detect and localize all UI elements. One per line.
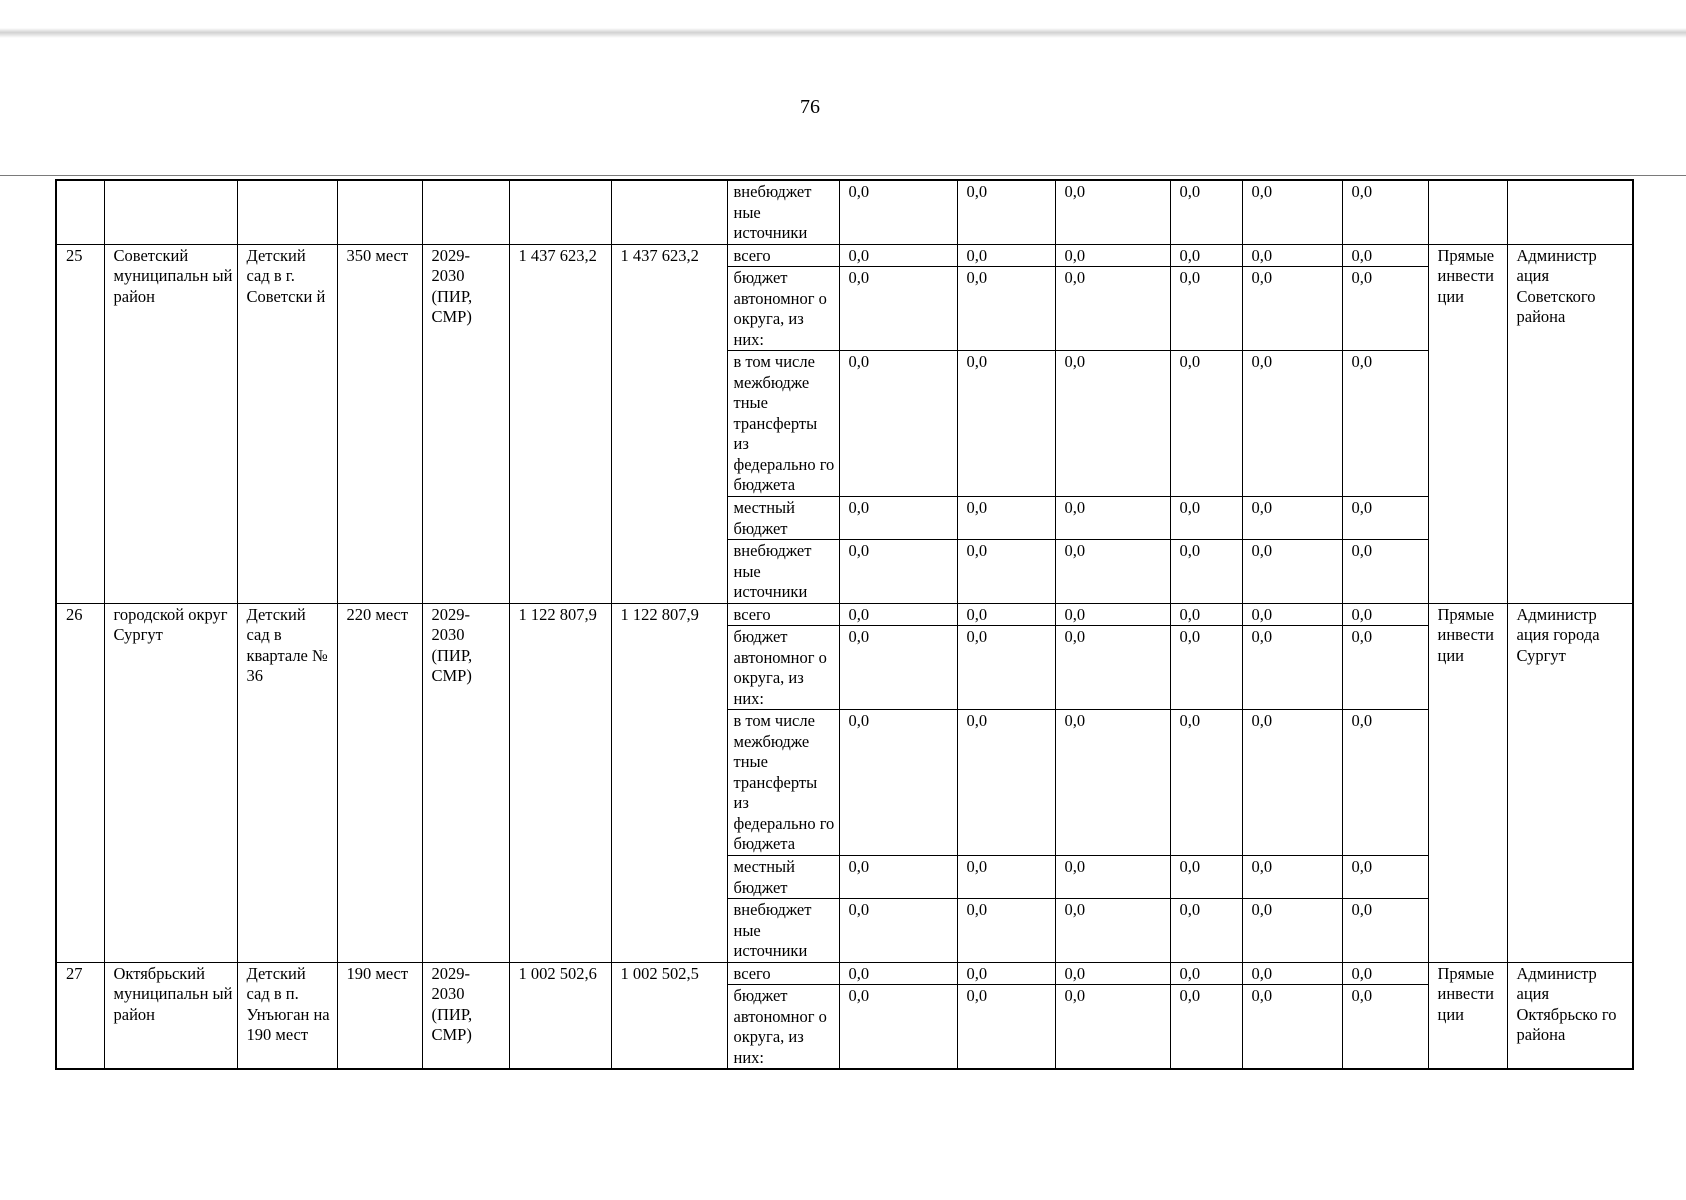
funding-source-cell: внебюджет ные источники bbox=[727, 899, 839, 963]
funding-value-cell: 0,0 bbox=[839, 540, 957, 604]
table-row bbox=[56, 962, 1633, 985]
funding-value-cell: 0,0 bbox=[1242, 180, 1342, 244]
funding-value-cell: 0,0 bbox=[1242, 710, 1342, 856]
cell-empty bbox=[337, 180, 422, 244]
funding-value-cell: 0,0 bbox=[957, 856, 1055, 899]
funding-value-cell: 0,0 bbox=[1242, 626, 1342, 710]
funding-value-cell: 0,0 bbox=[1055, 180, 1170, 244]
funding-source-cell: местный бюджет bbox=[727, 497, 839, 540]
funding-value-cell: 0,0 bbox=[839, 856, 957, 899]
funding-value-cell: 0,0 bbox=[1055, 497, 1170, 540]
funding-value-cell: 0,0 bbox=[1342, 497, 1428, 540]
funding-value-cell: 0,0 bbox=[1170, 180, 1242, 244]
funding-value-cell: 0,0 bbox=[1242, 497, 1342, 540]
funding-value-cell: 0,0 bbox=[1170, 603, 1242, 626]
page-fold-line bbox=[0, 175, 1686, 176]
funding-value-cell: 0,0 bbox=[1342, 856, 1428, 899]
estimated-cost-cell: 1 437 623,2 bbox=[509, 244, 611, 603]
project-number-cell: 27 bbox=[56, 962, 104, 1069]
cell-empty bbox=[509, 180, 611, 244]
funding-value-cell: 0,0 bbox=[1055, 710, 1170, 856]
cell-empty bbox=[1428, 180, 1507, 244]
funding-source-cell: в том числе межбюдже тные трансферты из федерально го бюджета bbox=[727, 351, 839, 497]
total-cost-cell: 1 122 807,9 bbox=[611, 603, 727, 962]
funding-value-cell: 0,0 bbox=[1242, 899, 1342, 963]
period-cell: 2029- 2030 (ПИР, СМР) bbox=[422, 244, 509, 603]
funding-value-cell: 0,0 bbox=[1242, 856, 1342, 899]
funding-value-cell: 0,0 bbox=[957, 603, 1055, 626]
funding-value-cell: 0,0 bbox=[1242, 985, 1342, 1070]
funding-value-cell: 0,0 bbox=[957, 710, 1055, 856]
funding-value-cell: 0,0 bbox=[1242, 603, 1342, 626]
page-number: 76 bbox=[800, 96, 820, 118]
cell-empty bbox=[104, 180, 237, 244]
funding-value-cell: 0,0 bbox=[1055, 540, 1170, 604]
cell-empty bbox=[611, 180, 727, 244]
funding-source-cell: бюджет автономног о округа, из них: bbox=[727, 985, 839, 1070]
funding-value-cell: 0,0 bbox=[1170, 962, 1242, 985]
funding-value-cell: 0,0 bbox=[839, 710, 957, 856]
municipality-cell: Октябрьский муниципальн ый район bbox=[104, 962, 237, 1069]
funding-value-cell: 0,0 bbox=[839, 244, 957, 267]
funding-value-cell: 0,0 bbox=[1055, 856, 1170, 899]
period-cell: 2029- 2030 (ПИР, СМР) bbox=[422, 962, 509, 1069]
cell-empty bbox=[422, 180, 509, 244]
funding-value-cell: 0,0 bbox=[1342, 962, 1428, 985]
funding-value-cell: 0,0 bbox=[1342, 985, 1428, 1070]
funding-value-cell: 0,0 bbox=[1342, 351, 1428, 497]
funding-value-cell: 0,0 bbox=[839, 497, 957, 540]
funding-value-cell: 0,0 bbox=[1170, 267, 1242, 351]
capacity-cell: 220 мест bbox=[337, 603, 422, 962]
customer-cell: Администр ация города Сургут bbox=[1507, 603, 1633, 962]
funding-source-cell: бюджет автономног о округа, из них: bbox=[727, 267, 839, 351]
estimated-cost-cell: 1 122 807,9 bbox=[509, 603, 611, 962]
investment-type-cell: Прямые инвести ции bbox=[1428, 962, 1507, 1069]
funding-value-cell: 0,0 bbox=[839, 267, 957, 351]
funding-source-cell: бюджет автономног о округа, из них: bbox=[727, 626, 839, 710]
table-row bbox=[56, 603, 1633, 626]
cell-empty bbox=[56, 180, 104, 244]
object-name-cell: Детский сад в г. Советски й bbox=[237, 244, 337, 603]
funding-value-cell: 0,0 bbox=[957, 180, 1055, 244]
funding-value-cell: 0,0 bbox=[957, 899, 1055, 963]
funding-value-cell: 0,0 bbox=[1342, 540, 1428, 604]
funding-value-cell: 0,0 bbox=[957, 497, 1055, 540]
municipality-cell: городской округ Сургут bbox=[104, 603, 237, 962]
funding-value-cell: 0,0 bbox=[1342, 244, 1428, 267]
funding-value-cell: 0,0 bbox=[957, 626, 1055, 710]
capacity-cell: 350 мест bbox=[337, 244, 422, 603]
funding-value-cell: 0,0 bbox=[1342, 710, 1428, 856]
funding-value-cell: 0,0 bbox=[1342, 603, 1428, 626]
funding-value-cell: 0,0 bbox=[1170, 985, 1242, 1070]
estimated-cost-cell: 1 002 502,6 bbox=[509, 962, 611, 1069]
funding-value-cell: 0,0 bbox=[1242, 351, 1342, 497]
funding-source-cell: внебюджет ные источники bbox=[727, 180, 839, 244]
funding-value-cell: 0,0 bbox=[1242, 244, 1342, 267]
scan-edge-artifact bbox=[0, 28, 1686, 38]
funding-value-cell: 0,0 bbox=[1170, 497, 1242, 540]
funding-value-cell: 0,0 bbox=[1055, 899, 1170, 963]
object-name-cell: Детский сад в п. Унъюган на 190 мест bbox=[237, 962, 337, 1069]
funding-source-cell: всего bbox=[727, 603, 839, 626]
investment-objects-table bbox=[55, 179, 1634, 1070]
funding-value-cell: 0,0 bbox=[1055, 985, 1170, 1070]
funding-source-cell: всего bbox=[727, 244, 839, 267]
funding-value-cell: 0,0 bbox=[1242, 962, 1342, 985]
funding-source-cell: всего bbox=[727, 962, 839, 985]
funding-value-cell: 0,0 bbox=[1170, 540, 1242, 604]
investment-type-cell: Прямые инвести ции bbox=[1428, 603, 1507, 962]
funding-value-cell: 0,0 bbox=[1170, 710, 1242, 856]
table-body bbox=[56, 180, 1633, 1069]
funding-value-cell: 0,0 bbox=[1055, 603, 1170, 626]
funding-value-cell: 0,0 bbox=[957, 351, 1055, 497]
funding-value-cell: 0,0 bbox=[957, 962, 1055, 985]
customer-cell: Администр ация Советского района bbox=[1507, 244, 1633, 603]
funding-value-cell: 0,0 bbox=[1342, 899, 1428, 963]
funding-value-cell: 0,0 bbox=[1170, 244, 1242, 267]
funding-value-cell: 0,0 bbox=[1055, 267, 1170, 351]
funding-value-cell: 0,0 bbox=[1242, 540, 1342, 604]
funding-value-cell: 0,0 bbox=[957, 267, 1055, 351]
funding-value-cell: 0,0 bbox=[1170, 856, 1242, 899]
funding-value-cell: 0,0 bbox=[839, 962, 957, 985]
project-number-cell: 26 bbox=[56, 603, 104, 962]
total-cost-cell: 1 437 623,2 bbox=[611, 244, 727, 603]
funding-value-cell: 0,0 bbox=[839, 626, 957, 710]
funding-value-cell: 0,0 bbox=[1055, 244, 1170, 267]
funding-value-cell: 0,0 bbox=[1055, 351, 1170, 497]
funding-value-cell: 0,0 bbox=[957, 540, 1055, 604]
funding-value-cell: 0,0 bbox=[839, 603, 957, 626]
table-row bbox=[56, 244, 1633, 267]
funding-value-cell: 0,0 bbox=[1055, 626, 1170, 710]
total-cost-cell: 1 002 502,5 bbox=[611, 962, 727, 1069]
cell-empty bbox=[237, 180, 337, 244]
funding-source-cell: местный бюджет bbox=[727, 856, 839, 899]
capacity-cell: 190 мест bbox=[337, 962, 422, 1069]
funding-value-cell: 0,0 bbox=[839, 899, 957, 963]
funding-value-cell: 0,0 bbox=[839, 180, 957, 244]
funding-value-cell: 0,0 bbox=[839, 985, 957, 1070]
funding-value-cell: 0,0 bbox=[1170, 351, 1242, 497]
funding-value-cell: 0,0 bbox=[1242, 267, 1342, 351]
funding-source-cell: в том числе межбюдже тные трансферты из федерально го бюджета bbox=[727, 710, 839, 856]
cell-empty bbox=[1507, 180, 1633, 244]
table-row-partial-top bbox=[56, 180, 1633, 244]
funding-value-cell: 0,0 bbox=[957, 985, 1055, 1070]
funding-value-cell: 0,0 bbox=[1342, 267, 1428, 351]
funding-value-cell: 0,0 bbox=[839, 351, 957, 497]
funding-value-cell: 0,0 bbox=[957, 244, 1055, 267]
investment-type-cell: Прямые инвести ции bbox=[1428, 244, 1507, 603]
funding-source-cell: внебюджет ные источники bbox=[727, 540, 839, 604]
project-number-cell: 25 bbox=[56, 244, 104, 603]
funding-value-cell: 0,0 bbox=[1170, 626, 1242, 710]
funding-value-cell: 0,0 bbox=[1055, 962, 1170, 985]
customer-cell: Администр ация Октябрьско го района bbox=[1507, 962, 1633, 1069]
funding-value-cell: 0,0 bbox=[1170, 899, 1242, 963]
period-cell: 2029- 2030 (ПИР, СМР) bbox=[422, 603, 509, 962]
object-name-cell: Детский сад в квартале № 36 bbox=[237, 603, 337, 962]
municipality-cell: Советский муниципальн ый район bbox=[104, 244, 237, 603]
funding-value-cell: 0,0 bbox=[1342, 180, 1428, 244]
funding-value-cell: 0,0 bbox=[1342, 626, 1428, 710]
